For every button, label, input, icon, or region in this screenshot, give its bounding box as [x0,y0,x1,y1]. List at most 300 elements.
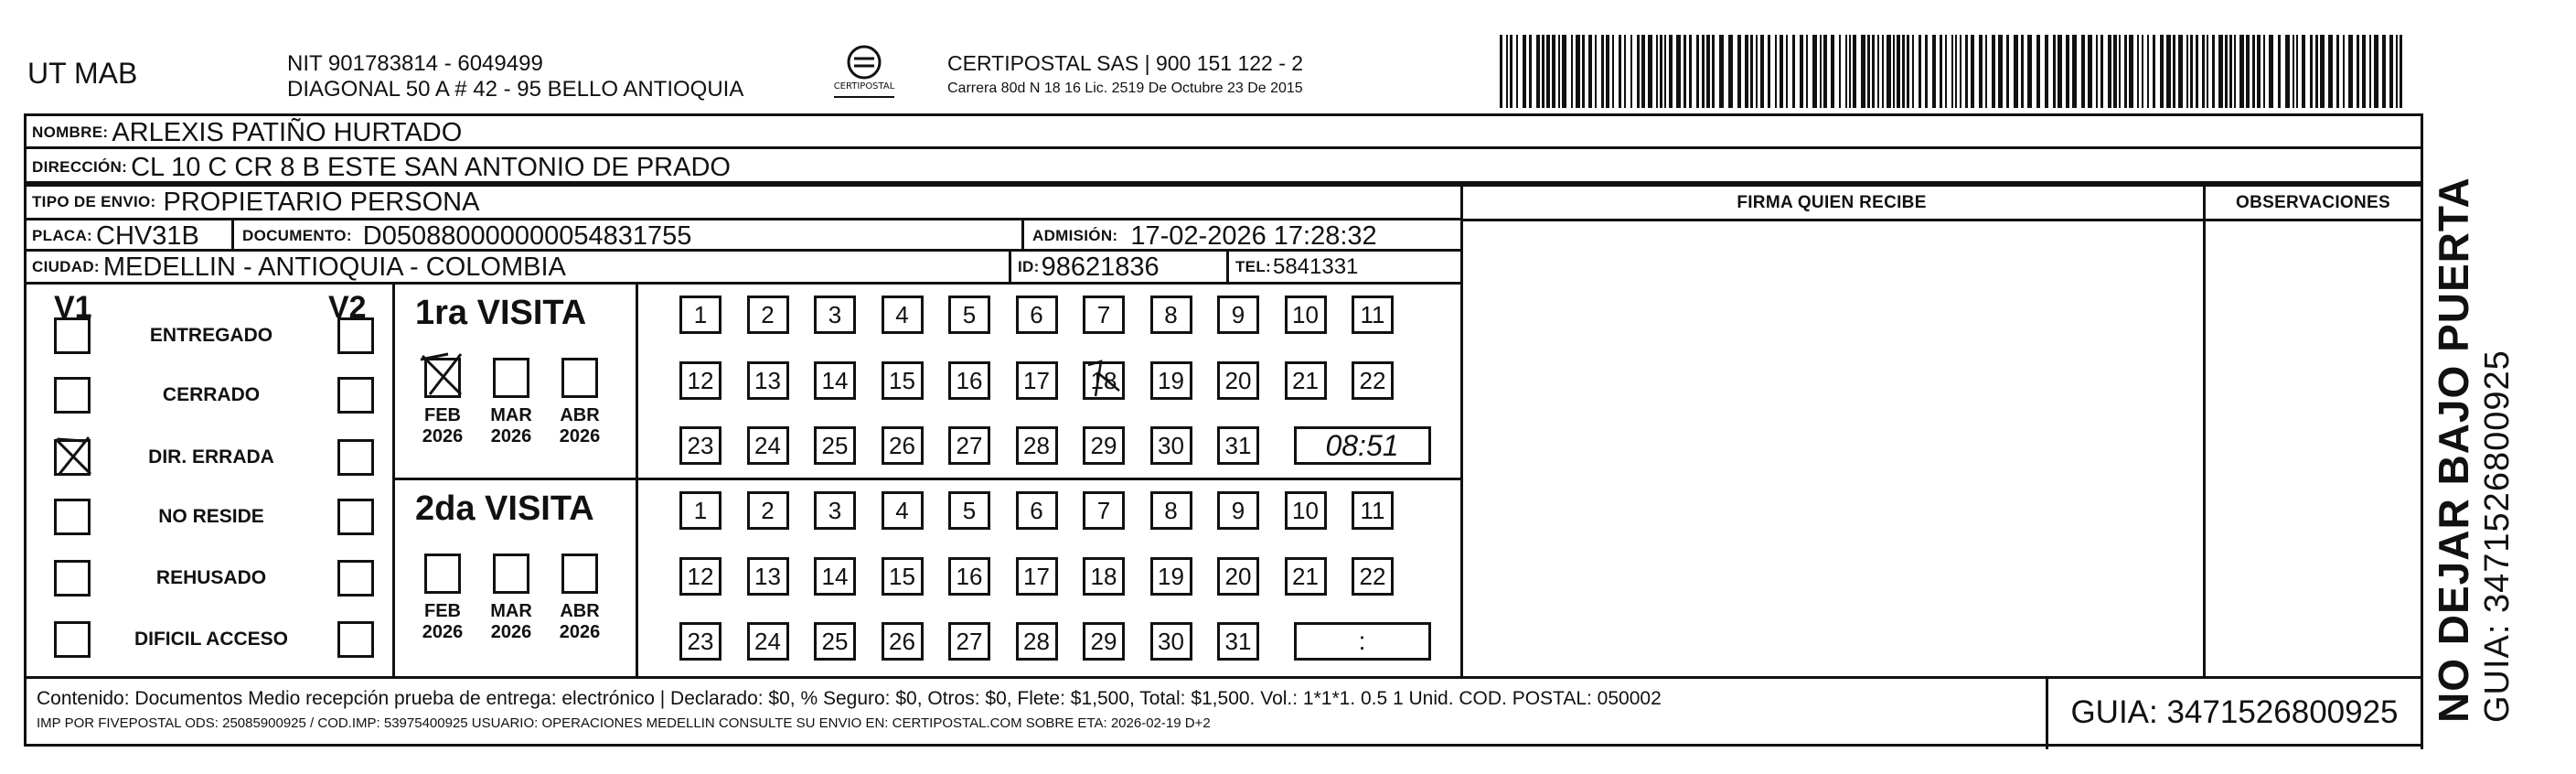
status-option-label: DIFICIL ACCESO [134,629,288,650]
day-box[interactable]: 31 [1217,426,1259,465]
certipostal-title: CERTIPOSTAL SAS | 900 151 122 - 2 [947,51,1304,75]
status-option-label: DIR. ERRADA [148,446,274,468]
barcode-bar [2239,35,2244,108]
visit-title: 1ra VISITA [415,294,587,332]
tel-field [1235,252,1358,283]
direccion-label: DIRECCIÓN: [32,158,128,176]
barcode-bar [1806,35,1808,108]
day-box[interactable]: 7 [1083,296,1125,334]
barcode-bar [2348,35,2353,108]
day-box[interactable]: 24 [747,622,789,661]
day-box[interactable]: 22 [1352,557,1394,596]
firma-header [1460,188,2203,219]
barcode-bar [2129,35,2133,108]
barcode-bar [2229,35,2232,108]
barcode-bar [1867,35,1870,108]
barcode-bar [1768,35,1770,108]
barcode-bar [1925,35,1928,108]
barcode-bar [2045,35,2048,108]
barcode-bar [2257,35,2261,108]
day-box[interactable]: 2 [747,296,789,334]
month-year: 2026 [559,622,601,642]
barcode-bar [1756,35,1758,108]
barcode-bar [1760,35,1764,108]
id-field [1018,252,1160,283]
barcode-bar [1510,35,1512,108]
barcode-bar [1951,35,1953,108]
day-box[interactable]: 26 [882,622,924,661]
ciudad-field [32,252,566,283]
month-label [415,601,470,643]
barcode-bar [1506,35,1508,108]
day-box[interactable]: 14 [814,557,856,596]
day-box[interactable]: 3 [814,491,856,530]
barcode-bar [1562,35,1566,108]
month-checkbox[interactable] [493,358,529,398]
barcode-bar [1902,35,1905,108]
day-box[interactable]: 26 [882,426,924,465]
month-label [552,405,607,447]
day-box[interactable]: 2 [747,491,789,530]
certipostal-license: Carrera 80d N 18 16 Lic. 2519 De Octubre 23 De 2015 [947,81,1303,96]
nombre-value: ARLEXIS PATIÑO HURTADO [112,117,463,147]
barcode-bar [1912,35,1914,108]
barcode-bar [2100,35,2103,108]
barcode-bar [2369,35,2371,108]
month-name: MAR [490,405,532,425]
day-box[interactable]: 3 [814,296,856,334]
day-box[interactable]: 19 [1150,361,1192,400]
barcode-bar [2246,35,2250,108]
day-box[interactable]: 9 [1217,296,1259,334]
v1-checkbox[interactable] [54,621,91,658]
barcode [1500,35,2414,110]
barcode-bar [1780,35,1783,108]
barcode-bar [1965,35,1968,108]
day-box[interactable]: 4 [882,491,924,530]
barcode-bar [1872,35,1875,108]
nombre-field [32,116,462,149]
divider [2046,676,2048,749]
barcode-bar [1853,35,1856,108]
day-box[interactable]: 24 [747,426,789,465]
barcode-bar [2202,35,2205,108]
status-option-label: ENTREGADO [149,325,273,346]
barcode-bar [2124,35,2127,108]
barcode-bar [1689,35,1692,108]
barcode-bar [1648,35,1652,108]
barcode-bar [2212,35,2215,108]
day-box[interactable]: 20 [1217,361,1259,400]
admision-field [1032,220,1377,252]
guia-number: GUIA: 3471526800925 [2046,676,2421,749]
month-name: ABR [560,601,600,621]
barcode-bar [2173,35,2175,108]
day-box[interactable]: 28 [1016,426,1058,465]
barcode-bar [1820,35,1822,108]
day-box[interactable]: 29 [1083,622,1125,661]
barcode-bar [2147,35,2149,108]
barcode-bar [2096,35,2098,108]
day-box[interactable]: 27 [948,622,990,661]
month-year: 2026 [422,622,464,642]
side-guia: GUIA: 3471526800925 [2478,349,2517,723]
barcode-bar [1728,35,1733,108]
nombre-label: NOMBRE: [32,124,109,141]
month-label [415,405,470,447]
barcode-bar [2066,35,2069,108]
barcode-bar [1676,35,1681,108]
barcode-bar [1612,35,1614,108]
v1-header: V1 [54,290,92,325]
divider [392,478,1460,480]
barcode-bar [1775,35,1777,108]
day-box[interactable]: 28 [1016,622,1058,661]
barcode-bar [1641,35,1645,108]
barcode-bar [2190,35,2193,108]
day-box[interactable]: 16 [948,557,990,596]
barcode-bar [2285,35,2290,108]
barcode-bar [2053,35,2056,108]
v2-header: V2 [328,290,367,325]
day-box[interactable]: 1 [679,491,721,530]
day-box[interactable]: 5 [948,491,990,530]
barcode-bar [2160,35,2164,108]
day-box[interactable]: 18 [1083,557,1125,596]
barcode-bar [2218,35,2223,108]
barcode-bar [1523,35,1526,108]
month-year: 2026 [490,426,532,446]
barcode-bar [2014,35,2018,108]
day-box[interactable]: 7 [1083,491,1125,530]
v1-checkbox[interactable] [54,439,91,476]
status-option-label: REHUSADO [155,567,267,588]
barcode-bar [2278,35,2281,108]
barcode-bar [1960,35,1961,108]
v1-checkbox[interactable] [54,317,91,354]
barcode-bar [1606,35,1609,108]
barcode-bar [1849,35,1851,108]
v2-checkbox[interactable] [337,439,374,476]
barcode-bar [2142,35,2143,108]
month-name: MAR [490,601,532,621]
barcode-bar [1998,35,2003,108]
barcode-bar [1955,35,1957,108]
company-nit: NIT 901783814 - 6049499 [287,51,543,76]
barcode-bar [2269,35,2273,108]
barcode-bar [2234,35,2236,108]
id-label: ID: [1018,258,1040,275]
barcode-bar [1823,35,1827,108]
day-box[interactable]: 4 [882,296,924,334]
day-box[interactable]: 15 [882,361,924,400]
divider [1460,219,2421,221]
day-box[interactable]: 8 [1150,491,1192,530]
barcode-bar [2328,35,2333,108]
barcode-bar [1664,35,1666,108]
barcode-bar [2119,35,2121,108]
barcode-bar [1750,35,1753,108]
barcode-bar [2336,35,2339,108]
tipo-envio-field [32,186,479,219]
tipo-envio-value: PROPIETARIO PERSONA [163,187,480,217]
barcode-bar [1683,35,1686,108]
barcode-bar [2225,35,2228,108]
barcode-bar [2113,35,2117,108]
day-box[interactable]: 23 [679,622,721,661]
day-box[interactable]: 18 [1083,361,1125,400]
footer-print-info: IMP POR FIVEPOSTAL ODS: 25085900925 / COD.IMP: 53975400925 USUARIO: OPERACIONES MEDELLIN CONSULTE SU ENVIO EN: CERTIPOSTAL.COM SOBRE ETA: 2026-02-19 D+2 [37,715,1211,731]
day-box[interactable]: 17 [1016,361,1058,400]
day-box[interactable]: 23 [679,426,721,465]
barcode-bar [1624,35,1626,108]
month-name: FEB [424,405,461,425]
barcode-bar [1839,35,1841,108]
divider [1460,187,1463,676]
time-box[interactable]: : [1294,622,1431,661]
v1-checkbox[interactable] [54,560,91,597]
barcode-bar [2137,35,2139,108]
divider [1021,220,1024,252]
ciudad-label: CIUDAD: [32,258,100,275]
barcode-bar [1712,35,1715,108]
month-year: 2026 [490,622,532,642]
barcode-bar [2207,35,2208,108]
footer-contents: Contenido: Documentos Medio recepción prueba de entrega: electrónico | Declarado: $0, % Seguro: $0, Otros: $0, Flete: $1,500, Total: $1,500. Vol.: 1*1*1. 0.5 1 Unid. COD. POSTAL: 050002 [37,688,1662,709]
barcode-bar [1877,35,1879,108]
month-checkbox[interactable] [424,554,461,594]
barcode-bar [2006,35,2009,108]
barcode-bar [1737,35,1741,108]
day-box[interactable]: 16 [948,361,990,400]
day-box[interactable]: 25 [814,426,856,465]
certipostal-logo [814,40,914,104]
v2-checkbox[interactable] [337,560,374,597]
delivery-form [24,113,2423,747]
month-checkbox[interactable] [561,358,598,398]
barcode-bar [2058,35,2062,108]
barcode-bar [2108,35,2111,108]
side-notice [2429,177,2517,723]
month-checkbox[interactable] [561,554,598,594]
barcode-bar [2296,35,2298,108]
documento-label: DOCUMENTO: [242,227,352,244]
month-checkbox[interactable] [424,358,461,398]
no-dejar-bajo-puerta: NO DEJAR BAJO PUERTA [2430,177,2477,723]
day-box[interactable]: 22 [1352,361,1394,400]
barcode-bar [1669,35,1673,108]
barcode-bar [2382,35,2386,108]
day-box[interactable]: 10 [1285,296,1327,334]
barcode-bar [1571,35,1573,108]
month-year: 2026 [422,426,464,446]
barcode-bar [1696,35,1699,108]
barcode-bar [1985,35,1987,108]
v1-checkbox[interactable] [54,499,91,535]
status-option-label: CERRADO [162,384,261,405]
time-box[interactable]: 08:51 [1294,426,1431,465]
month-name: FEB [424,601,461,621]
day-box[interactable]: 5 [948,296,990,334]
barcode-bar [2166,35,2171,108]
barcode-bar [2153,35,2155,108]
barcode-bar [2396,35,2398,108]
barcode-bar [1558,35,1560,108]
day-box[interactable]: 6 [1016,491,1058,530]
day-box[interactable]: 13 [747,361,789,400]
divider [392,285,395,676]
barcode-bar [1792,35,1795,108]
divider [1009,252,1011,283]
barcode-bar [1845,35,1847,108]
barcode-bar [1882,35,1884,108]
company-address: DIAGONAL 50 A # 42 - 95 BELLO ANTIOQUIA [287,77,744,102]
barcode-bar [1719,35,1724,108]
tel-label: TEL: [1235,258,1271,275]
day-box[interactable]: 25 [814,622,856,661]
day-box[interactable]: 12 [679,361,721,400]
barcode-bar [2252,35,2255,108]
placa-label: PLACA: [32,227,93,244]
barcode-bar [1706,35,1710,108]
barcode-bar [1907,35,1909,108]
barcode-bar [2196,35,2198,108]
barcode-bar [1516,35,1518,108]
day-box[interactable]: 14 [814,361,856,400]
barcode-bar [1971,35,1974,108]
barcode-bar [1919,35,1921,108]
day-box[interactable]: 30 [1150,622,1192,661]
barcode-bar [1992,35,1995,108]
ciudad-value: MEDELLIN - ANTIOQUIA - COLOMBIA [102,252,566,282]
barcode-bar [1536,35,1540,108]
tel-value: 5841331 [1272,254,1359,279]
barcode-bar [2021,35,2024,108]
barcode-bar [1546,35,1550,108]
barcode-bar [1702,35,1705,108]
v2-checkbox[interactable] [337,621,374,658]
day-box[interactable]: 12 [679,557,721,596]
tipo-envio-label: TIPO DE ENVIO: [32,193,156,210]
barcode-bar [2310,35,2313,108]
barcode-bar [1637,35,1640,108]
v1-checkbox[interactable] [54,377,91,414]
day-box[interactable]: 21 [1285,557,1327,596]
barcode-bar [1619,35,1621,108]
day-box[interactable]: 19 [1150,557,1192,596]
barcode-bar [1945,35,1947,108]
month-name: ABR [560,405,600,425]
direccion-value: CL 10 C CR 8 B ESTE SAN ANTONIO DE PRADO [131,152,731,182]
divider [2203,187,2206,676]
day-box[interactable]: 20 [1217,557,1259,596]
day-box[interactable]: 8 [1150,296,1192,334]
barcode-bar [1500,35,1502,108]
day-box[interactable]: 13 [747,557,789,596]
observaciones-label: OBSERVACIONES [2236,193,2390,212]
barcode-bar [2400,35,2402,108]
day-box[interactable]: 27 [948,426,990,465]
barcode-bar [1893,35,1895,108]
barcode-bar [1897,35,1900,108]
barcode-bar [1861,35,1865,108]
barcode-bar [1576,35,1580,108]
id-value: 98621836 [1041,252,1160,282]
barcode-bar [1800,35,1803,108]
barcode-bar [1529,35,1532,108]
barcode-bar [2036,35,2040,108]
day-box[interactable]: 17 [1016,557,1058,596]
divider [1226,252,1229,283]
v2-checkbox[interactable] [337,317,374,354]
documento-value: D050880000000054831755 [362,220,692,251]
month-checkbox[interactable] [493,554,529,594]
barcode-bar [1588,35,1592,108]
barcode-bar [2186,35,2188,108]
month-label [484,405,539,447]
day-box[interactable]: 21 [1285,361,1327,400]
barcode-bar [1552,35,1555,108]
barcode-bar [2088,35,2092,108]
day-box[interactable]: 6 [1016,296,1058,334]
placa-value: CHV31B [96,220,199,251]
barcode-bar [1542,35,1545,108]
barcode-bar [1940,35,1942,108]
divider [636,285,638,676]
v2-checkbox[interactable] [337,377,374,414]
placa-field [32,220,199,252]
day-box[interactable]: 11 [1352,491,1394,530]
day-box[interactable]: 11 [1352,296,1394,334]
firma-label: FIRMA QUIEN RECIBE [1737,193,1927,212]
v2-checkbox[interactable] [337,499,374,535]
direccion-field [32,151,731,184]
day-box[interactable]: 10 [1285,491,1327,530]
day-box[interactable]: 31 [1217,622,1259,661]
day-box[interactable]: 1 [679,296,721,334]
barcode-bar [2072,35,2077,108]
month-label [552,601,607,643]
visit-title: 2da VISITA [415,489,594,528]
barcode-bar [2081,35,2085,108]
barcode-bar [1786,35,1788,108]
divider [231,220,234,252]
barcode-bar [1979,35,1983,108]
day-box[interactable]: 30 [1150,426,1192,465]
barcode-bar [2315,35,2318,108]
barcode-bar [2389,35,2393,108]
barcode-bar [1831,35,1834,108]
barcode-bar [1601,35,1604,108]
barcode-bar [1812,35,1817,108]
barcode-bar [2178,35,2183,108]
barcode-bar [1656,35,1658,108]
day-box[interactable]: 29 [1083,426,1125,465]
day-box[interactable]: 9 [1217,491,1259,530]
day-box[interactable]: 15 [882,557,924,596]
barcode-bar [1582,35,1585,108]
barcode-bar [2293,35,2294,108]
company-name: UT MAB [27,57,138,90]
barcode-bar [2362,35,2366,108]
logo-lettering: CERTIPOSTAL [833,81,895,91]
barcode-bar [1660,35,1662,108]
barcode-bar [2374,35,2378,108]
documento-field [242,220,691,252]
barcode-bar [2027,35,2032,108]
barcode-bar [2263,35,2265,108]
month-year: 2026 [559,426,601,446]
